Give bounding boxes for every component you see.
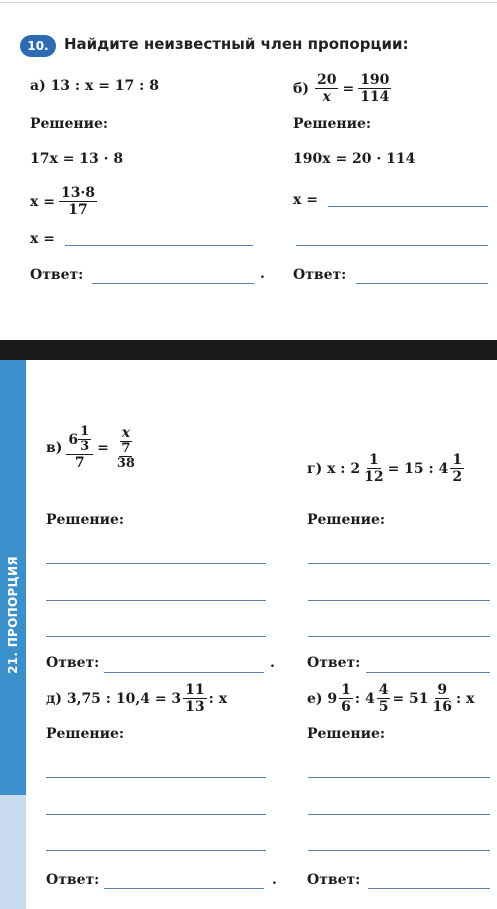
problem-d-suffix: : x [208, 690, 228, 707]
problem-g-answer-label: Ответ: [307, 655, 361, 671]
problem-v-prefix: в) [46, 440, 63, 456]
fraction-denominator: x [322, 89, 331, 105]
problem-b-statement [293, 72, 391, 105]
mixed-whole: 6 [68, 431, 79, 448]
fraction-denominator: 17 [68, 202, 88, 218]
problem-g-solution-label: Решение: [307, 512, 386, 528]
fraction-numerator: 20 [316, 72, 337, 88]
problem-g-statement [307, 452, 464, 485]
fraction-denominator: 12 [364, 469, 384, 485]
problem-v-line-3[interactable] [46, 636, 266, 637]
problem-a-fraction [59, 185, 97, 218]
problem-d-line-3[interactable] [46, 850, 266, 851]
problem-a-answer-line[interactable] [92, 283, 254, 284]
problem-g-prefix: г) x : 2 [307, 460, 361, 477]
problem-b-solution-label: Решение: [293, 116, 372, 132]
fraction-denominator: 2 [452, 469, 463, 485]
problem-e-statement [307, 682, 474, 715]
fraction-numerator: 9 [437, 682, 448, 698]
chapter-label-text: 21. ПРОПОРЦИЯ [6, 556, 20, 674]
problem-g-line-3[interactable] [308, 636, 490, 637]
fraction-numerator: 1 [368, 452, 379, 468]
problem-e-suffix: : x [456, 690, 475, 707]
fraction-numerator: x [121, 425, 131, 441]
problem-d-line-1[interactable] [46, 777, 266, 778]
problem-e-line-3[interactable] [308, 850, 490, 851]
problem-b-step1: 190x = 20 · 114 [293, 151, 416, 167]
mixed-fraction [78, 425, 91, 454]
problem-v-right-denominator [113, 442, 139, 471]
problem-b-left-fraction [315, 72, 338, 105]
fraction-denominator: 13 [185, 699, 205, 715]
problem-e-line-2[interactable] [308, 814, 490, 815]
problem-v-left-numerator [66, 425, 93, 455]
problem-v-line-2[interactable] [46, 600, 266, 601]
problem-g-line-2[interactable] [308, 600, 490, 601]
problem-g-fraction-2 [450, 452, 464, 485]
problem-a-answer-label: Ответ: [30, 267, 84, 283]
problem-b-right-fraction [358, 72, 391, 105]
problem-a-answer-dot: . [260, 266, 265, 282]
problem-v-answer-label: Ответ: [46, 655, 100, 671]
problem-g-fraction-1 [362, 452, 385, 485]
problem-a-result-line[interactable] [65, 245, 253, 246]
problem-v-statement [46, 425, 139, 471]
fraction-denominator: 114 [360, 89, 390, 105]
problem-a-step2 [30, 185, 97, 218]
problem-e-answer-label: Ответ: [307, 872, 361, 888]
problem-d-solution-label: Решение: [46, 726, 125, 742]
problem-e-middle-1: : 4 [354, 690, 375, 707]
fraction-denominator: 16 [432, 699, 453, 715]
equals-sign: = [97, 440, 109, 456]
problem-g-middle: = 15 : 4 [387, 460, 449, 477]
fraction-numerator: 4 [378, 682, 389, 698]
problem-v-solution-label: Решение: [46, 512, 125, 528]
problem-b-prefix: б) [293, 80, 309, 97]
fraction-numerator: 1 [341, 682, 351, 698]
chapter-sidebar-lower [0, 795, 26, 909]
problem-b-result-line[interactable] [328, 206, 488, 207]
chapter-label [0, 545, 26, 685]
problem-v-answer-dot: . [270, 655, 275, 671]
problem-e-solution-label: Решение: [307, 726, 386, 742]
page-divider [0, 340, 497, 360]
task-title: Найдите неизвестный член пропорции: [64, 35, 409, 53]
problem-d-prefix: д) 3,75 : 10,4 = 3 [46, 690, 182, 707]
problem-g-line-1[interactable] [308, 563, 490, 564]
problem-b-answer-line[interactable] [356, 283, 488, 284]
problem-a-statement: а) 13 : x = 17 : 8 [30, 78, 159, 94]
problem-a-x-eq: x = [30, 193, 55, 210]
fraction-numerator: 1 [80, 424, 90, 439]
fraction-denominator: 6 [341, 699, 351, 715]
fraction-numerator: 190 [360, 72, 390, 88]
problem-e-answer-line[interactable] [368, 888, 490, 889]
problem-a-x-eq-result: x = [30, 231, 55, 247]
fraction-numerator: 13·8 [60, 185, 96, 201]
problem-d-fraction [183, 682, 206, 715]
problem-g-answer-line[interactable] [366, 672, 490, 673]
fraction-denominator: 5 [378, 699, 389, 715]
problem-b-answer-label: Ответ: [293, 267, 347, 283]
nested-fraction [115, 442, 137, 471]
problem-v-right-fraction [113, 425, 139, 471]
problem-e-fraction-2 [377, 682, 391, 715]
problem-v-answer-line[interactable] [104, 672, 264, 673]
mixed-number [68, 425, 91, 454]
top-rule [0, 2, 497, 3]
task-number-badge: 10. [20, 35, 56, 57]
fraction-denominator: 3 [80, 439, 90, 454]
problem-d-line-2[interactable] [46, 814, 266, 815]
problem-d-answer-line[interactable] [104, 888, 264, 889]
problem-d-statement [46, 682, 227, 715]
problem-b-work-line[interactable] [296, 245, 488, 246]
problem-e-fraction-3 [431, 682, 454, 715]
problem-d-answer-label: Ответ: [46, 872, 100, 888]
problem-b-x-eq: x = [293, 192, 318, 208]
problem-d-answer-dot: . [272, 872, 277, 888]
fraction-numerator: 11 [185, 682, 205, 698]
problem-e-fraction-1 [339, 682, 353, 715]
problem-e-middle-2: = 51 [392, 690, 429, 707]
problem-v-left-fraction [66, 425, 93, 471]
fraction-denominator: 38 [116, 456, 135, 471]
fraction-numerator: 1 [452, 452, 463, 468]
fraction-denominator: 7 [74, 455, 85, 471]
problem-e-prefix: е) 9 [307, 690, 338, 707]
problem-e-line-1[interactable] [308, 777, 490, 778]
fraction-numerator: 7 [121, 441, 131, 456]
problem-v-line-1[interactable] [46, 563, 266, 564]
equals-sign: = [342, 80, 355, 97]
problem-a-solution-label: Решение: [30, 116, 109, 132]
problem-a-step1: 17x = 13 · 8 [30, 151, 124, 167]
